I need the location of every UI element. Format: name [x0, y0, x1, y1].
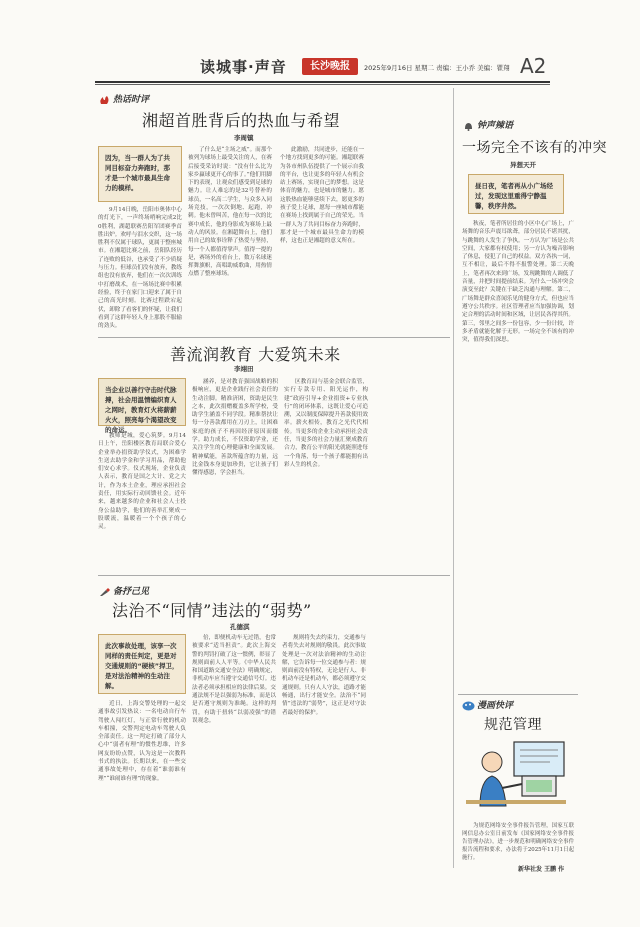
- separator: [98, 575, 450, 576]
- cartoon-credit: 新华社发 王鹏 作: [518, 866, 565, 873]
- newspaper-logo: 长沙晚报: [302, 58, 358, 75]
- article3-author: 孔德淇: [230, 623, 250, 631]
- separator: [98, 337, 450, 338]
- separator: [458, 694, 578, 695]
- page-number: A2: [520, 54, 547, 78]
- article4-title: 一场完全不该有的冲突: [462, 140, 607, 156]
- article3-col2: 倍，即便机动车无过错，也常被要求“适当担责”。此次上海交警的判罚打破了这一惯例，彰显了规则面前人人平等。《中华人民共和国道路交通安全法》明确规定，非机动车应当遵守交通信号灯。违法者必须承担相应的法律后果。交通法规不是以强弱为标准，而是以是否遵守规则为准绳。这样的判罚，有助于扭转“以弱凌强”的错误观念。: [192, 635, 276, 724]
- article4-author: 异想天开: [510, 161, 536, 169]
- issue-meta: 2025年9月16日 星期二 责编：王小乔 美编：瞿翔: [364, 64, 510, 72]
- header-rule-thin: [95, 84, 550, 85]
- article5-title: 规范管理: [484, 717, 542, 733]
- article2-author: 李翊田: [234, 365, 254, 373]
- article2-col1: 教师是城，爱心筑梦。9月14日上午，岳阳楼区教育局联合爱心企业举办捐资助学仪式，为困难学生送去助学金和学习用品，帮助他们安心求学。仪式现场，企业负责人表示，教育是国之大计、党之大计，作为本土企业，理应承担社会责任，用实际行动回馈社会。近年来，越来越多的企业和社会人士投身公益助学，他们的善举汇聚成一股暖流，温暖着一个个孩子的心灵。: [98, 433, 186, 531]
- article2-title: 善流润教育 大爱筑未来: [170, 345, 341, 364]
- section-title: 读城事·声音: [200, 58, 287, 76]
- article3-col3: 规则将失去约束力，交通参与者将失去对规则的敬畏。此次事故处理是一次对法治精神的生动注解，它告诉每一位交通参与者：规则面前没有特权，无论是行人、非机动车还是机动车，都必须遵守交通规则。只有人人守法，道路才能畅通，出行才能安全。法治不“同情”违法的“弱势”，这正是对守法者最好的保护。: [282, 635, 366, 716]
- article1-column-tag: 热话时评: [98, 92, 149, 105]
- article1-col2: 了什么是“主场之威”。而那个被列为球场上最受关注的人，在赛后接受采访时说：“没有什么比为家乡赢球更开心的事了。”他们用脚下的表现，让观众们感受到足球的魅力。让人难忘的是32号替补的球员，一名高二学生，与众多入同场竞技，一次次倒地、起跑，冲刺。他未曾叫苦，他在每一次的比赛中成长，他的身影成为赛场上最动人的风景。在湘超舞台上，他们用自己的故事诠释了热爱与坚持，每一个人都值得掌声。值得一提的是，赛场外的看台上，数万名球迷挥舞旗帜，高唱助威歌曲，用热情点燃了整座球场。: [188, 147, 272, 278]
- article2-col3: 区教育局与基金会联合监管，实行专款专用、阳光运作，构建“政府引导+企业捐资+专业执行”的闭环体系，这既让爱心可追溯，又以制度保障提升善款使用效率。薪火相传，教育之光代代相传。当更多的企业主动承担社会责任，当更多的社会力量汇聚成教育合力，教育公平的阳光就能照进每一个角落，每一个孩子都能拥有出彩人生的机会。: [284, 379, 368, 468]
- flame-icon: [98, 95, 111, 105]
- fountain-pen-icon: [98, 587, 111, 597]
- cartoon-illustration: [462, 736, 574, 814]
- bell-icon: [462, 121, 475, 131]
- header-rule: [95, 81, 550, 83]
- article3-col1: 近日，上海交警处理的一起交通事故引发热议：一名电动自行车驾驶人闯红灯，与正常行驶的机动车相撞，交警判定电动车驾驶人负全部责任。这一判定打破了部分人心中“弱者有理”的惯性思维，许多网友纷纷点赞，认为这是一次教科书式的执法。长期以来，在一些交通事故处理中，存在着“谁弱谁有理”“谁闹谁有理”的现象。: [98, 701, 186, 782]
- article3-callout: 此次事故处理，该享一次同样的责任判定，更是对交通规则的“硬核”捍卫，是对法治精神的生动注解。: [98, 634, 186, 694]
- article4-body: 秋夜，笔者所居住的小区中心广场上，广场舞的音乐声震耳欲聋，部分居民不堪其扰，与跳舞的人发生了争执。一方认为广场是公共空间，大家都有权使用；另一方认为噪音影响了休息，侵犯了自己的权益。双方各执一词，互不相让，最后不得不报警处理。第二天晚上，笔者再次来到广场，发现跳舞的人调低了音量，并把时间提前结束。为什么一场冲突会演变至此？关键在于缺乏沟通与理解。第二，广场舞是群众喜闻乐见的健身方式，但也应当遵守公共秩序。社区管理者应当加强协调，划定合理的活动时间和区域，让居民各得其所。第三，邻里之间多一份包容，少一份计较，许多矛盾就能化解于无形。一场完全不该有的冲突，值得我们深思。: [462, 221, 574, 344]
- article1-col1: 9月14日晚，岳阳市奥体中心的灯光下，一声终场哨响完成2比0胜利，湖超联赛岳阳军团赛季首胜出炉。欢呼与泪水交织，这一场胜利不仅属于球队，更属于整座城市。在湘超比赛之前，岳阳队经历了连败的低谷，也承受了不少质疑与压力。但球员们没有放弃，教练组也没有放弃，他们在一次次训练中打磨战术，在一场场比赛中积累经验，终于在家门口迎来了属于自己的高光时刻。比赛过程跌宕起伏，卸除了看客们的怀疑，让我们看到了这群年轻人身上那股不服输的劲头。: [98, 207, 182, 330]
- palette-icon: [462, 701, 475, 711]
- article4-callout: 昼日夜，笔者再从小广场经过，发现这里重得宁静温馨，秩序井然。: [468, 174, 564, 214]
- article2-col2: 涵养，是对教育强国战略的积极响应，更是企业践行社会责任的生动注脚。精准济困，资助是民生之本，此次捐赠覆盖多所学校，受助学生涵盖不同学段。精准帮扶让每一分善款都用在刀刃上，让困难家庭的孩子不再因经济原因而辍学。助力成长，不仅资助学业，还关注学生的心理健康和全面发展。精神赋能，善款所蕴含的力量，远比金钱本身更加珍贵，它让孩子们懂得感恩，学会担当。: [192, 379, 278, 477]
- article1-callout: 因为，当一群人为了共同目标奋力奔跑时，那才是一个城市最具生命力的模样。: [98, 146, 182, 202]
- article3-title: 法治不“同情”违法的“弱势”: [112, 601, 312, 620]
- page-header: [198, 56, 548, 80]
- article4-column-tag: 钟声辣语: [462, 118, 513, 131]
- article3-column-tag: 备抒己见: [98, 584, 149, 597]
- article1-title: 湘超首胜背后的热血与希望: [142, 111, 341, 130]
- article2-callout: 当企业以善行守击时代脉搏，社会用温情编织育人之网时，教育灯火将薪薪火火，照亮每个渴望改变的命运。: [98, 378, 186, 426]
- article5-column-tag: 漫画快评: [462, 698, 513, 711]
- cartoon-caption: 为规范网络安全事件报告管理，国家互联网信息办公室日前发布《国家网络安全事件报告管理办法》，进一步规范和明确网络安全事件报告流程和要求，办法将于2025年11月1日起施行。: [462, 823, 574, 861]
- column-divider: [453, 88, 454, 868]
- article1-author: 李周镇: [234, 134, 254, 142]
- article1-col3: 此激励，共同进步，还能在一个地方找到更多的可能。湘超联赛为各市州队伍提供了一个展示自我的平台，也让更多的年轻人有机会站上赛场，实现自己的梦想。这是体育的魅力，也是城市的魅力。愿这股热血能够延续下去，愿更多的孩子爱上足球，愿每一座城市都能在赛场上找到属于自己的荣光。当一群人为了共同目标奋力奔跑时，那才是一个城市最具生命力的模样，这也正是湘超的意义所在。: [280, 147, 364, 245]
